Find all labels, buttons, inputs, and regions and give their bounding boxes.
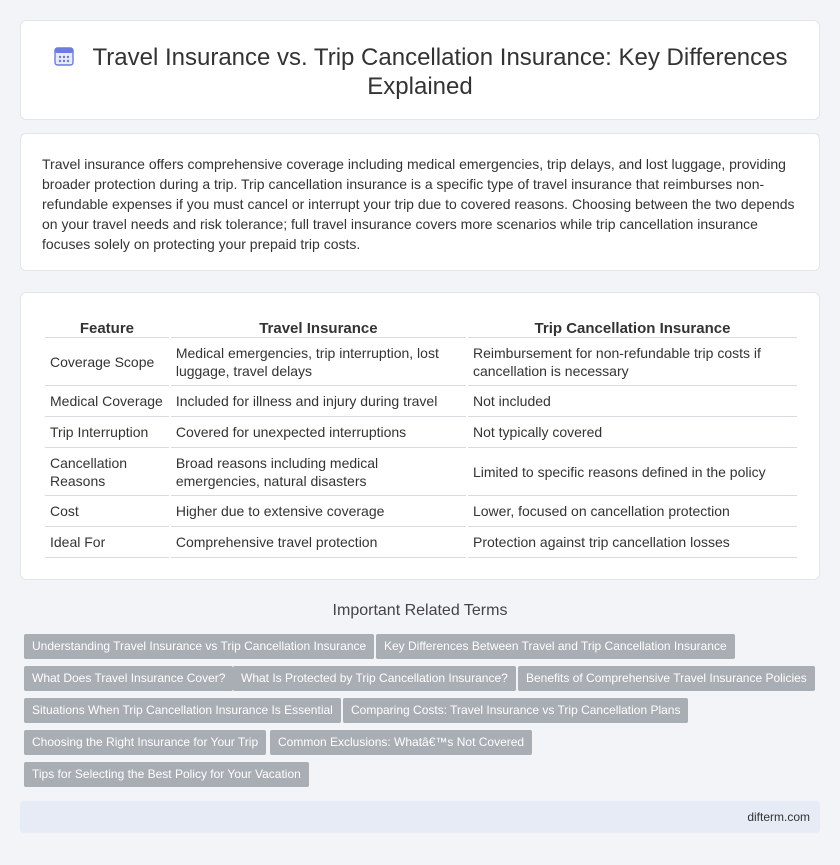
header-card (20, 20, 820, 120)
table-cell: Included for illness and injury during travel (171, 386, 466, 417)
comparison-table (43, 313, 799, 558)
table-row (45, 386, 797, 417)
table-header: Trip Cancellation Insurance (468, 313, 797, 338)
table-cell: Limited to specific reasons defined in the policy (468, 448, 797, 496)
table-cell: Trip Interruption (45, 417, 169, 448)
related-term-tag[interactable]: Key Differences Between Travel and Trip Cancellation Insurance (376, 634, 735, 659)
related-terms-title: Important Related Terms (332, 602, 508, 619)
table-cell: Not included (468, 386, 797, 417)
related-term-tag[interactable]: Understanding Travel Insurance vs Trip Cancellation Insurance (24, 634, 374, 659)
table-cell: Medical Coverage (45, 386, 169, 417)
table-cell: Cancellation Reasons (45, 448, 169, 496)
table-row (45, 527, 797, 558)
table-header: Feature (45, 313, 169, 338)
related-term-tag[interactable]: Common Exclusions: Whatâ€™s Not Covered (270, 730, 532, 755)
table-cell: Medical emergencies, trip interruption, lost luggage, travel delays (171, 338, 466, 386)
table-cell: Coverage Scope (45, 338, 169, 386)
table-cell: Lower, focused on cancellation protection (468, 496, 797, 527)
table-row (45, 448, 797, 496)
table-cell: Reimbursement for non-refundable trip costs if cancellation is necessary (468, 338, 797, 386)
table-row (45, 496, 797, 527)
table-header: Travel Insurance (171, 313, 466, 338)
table-row (45, 417, 797, 448)
related-term-tag[interactable]: Tips for Selecting the Best Policy for Your Vacation (24, 762, 309, 787)
related-term-tag[interactable]: Choosing the Right Insurance for Your Trip (24, 730, 266, 755)
table-cell: Ideal For (45, 527, 169, 558)
table-cell: Protection against trip cancellation losses (468, 527, 797, 558)
table-header-row (45, 313, 797, 338)
table-cell: Comprehensive travel protection (171, 527, 466, 558)
comparison-table-card (20, 292, 820, 580)
table-cell: Cost (45, 496, 169, 527)
summary-text: Travel insurance offers comprehensive coverage including medical emergencies, trip delays, and lost luggage, providing broader protection during a trip. Trip cancellation insurance is a specific type of travel insurance that reimburses non-refundable expenses if you must cancel or interrupt your trip due to covered reasons. Choosing between the two depends on your travel needs and risk tolerance; full travel insurance covers more scenarios while trip cancellation insurance focuses solely on protecting your prepaid trip costs. (42, 156, 795, 252)
related-term-tag[interactable]: Situations When Trip Cancellation Insurance Is Essential (24, 698, 341, 723)
related-term-tag[interactable]: Comparing Costs: Travel Insurance vs Trip Cancellation Plans (343, 698, 688, 723)
table-row (45, 338, 797, 386)
table-cell: Covered for unexpected interruptions (171, 417, 466, 448)
calendar-icon (53, 45, 75, 67)
footer-site-link[interactable]: difterm.com (747, 810, 810, 824)
footer (20, 801, 820, 833)
page-title (51, 43, 789, 101)
table-cell: Higher due to extensive coverage (171, 496, 466, 527)
summary-card (20, 133, 820, 271)
page-title-text: Travel Insurance vs. Trip Cancellation Insurance: Key Differences Explained (92, 44, 788, 100)
table-cell: Not typically covered (468, 417, 797, 448)
related-term-tag[interactable]: Benefits of Comprehensive Travel Insurance Policies (518, 666, 815, 691)
table-cell: Broad reasons including medical emergencies, natural disasters (171, 448, 466, 496)
related-term-tag[interactable]: What Is Protected by Trip Cancellation Insurance? (233, 666, 516, 691)
related-term-tag[interactable]: What Does Travel Insurance Cover? (24, 666, 233, 691)
